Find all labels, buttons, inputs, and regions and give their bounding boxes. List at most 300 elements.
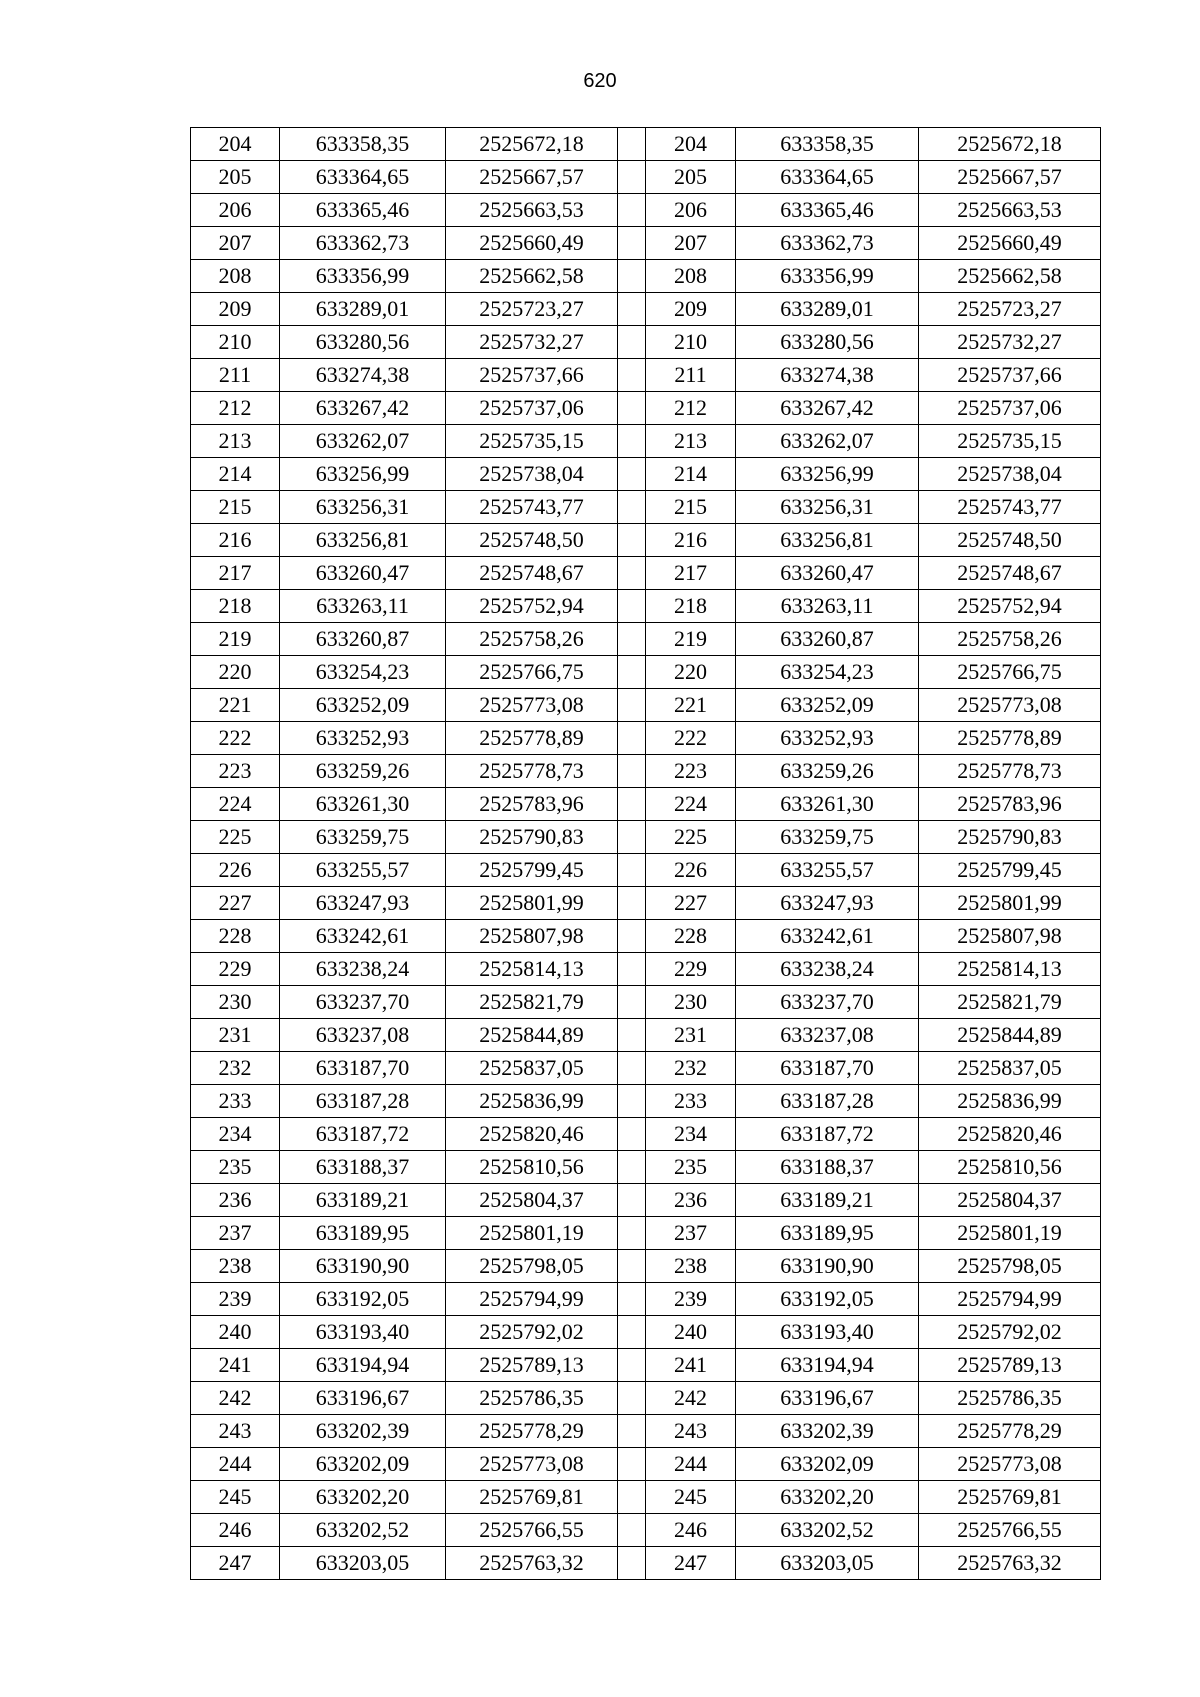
x-coordinate-right-cell: 633238,24 bbox=[736, 953, 919, 986]
table-row bbox=[191, 524, 1101, 557]
x-coordinate-right-cell: 633289,01 bbox=[736, 293, 919, 326]
separator-cell bbox=[618, 590, 646, 623]
x-coordinate-left-cell: 633362,73 bbox=[280, 227, 446, 260]
table-row bbox=[191, 1514, 1101, 1547]
x-coordinate-right-cell: 633256,99 bbox=[736, 458, 919, 491]
point-number-right-cell: 216 bbox=[646, 524, 736, 557]
table-row bbox=[191, 788, 1101, 821]
point-number-left-cell: 223 bbox=[191, 755, 280, 788]
separator-cell bbox=[618, 1250, 646, 1283]
table-row bbox=[191, 1382, 1101, 1415]
x-coordinate-right-cell: 633189,95 bbox=[736, 1217, 919, 1250]
y-coordinate-right-cell: 2525738,04 bbox=[919, 458, 1101, 491]
separator-cell bbox=[618, 1085, 646, 1118]
x-coordinate-left-cell: 633254,23 bbox=[280, 656, 446, 689]
point-number-right-cell: 240 bbox=[646, 1316, 736, 1349]
x-coordinate-left-cell: 633189,95 bbox=[280, 1217, 446, 1250]
x-coordinate-left-cell: 633259,26 bbox=[280, 755, 446, 788]
y-coordinate-right-cell: 2525766,75 bbox=[919, 656, 1101, 689]
x-coordinate-right-cell: 633203,05 bbox=[736, 1547, 919, 1580]
point-number-left-cell: 222 bbox=[191, 722, 280, 755]
point-number-right-cell: 208 bbox=[646, 260, 736, 293]
y-coordinate-right-cell: 2525786,35 bbox=[919, 1382, 1101, 1415]
x-coordinate-left-cell: 633261,30 bbox=[280, 788, 446, 821]
point-number-left-cell: 246 bbox=[191, 1514, 280, 1547]
x-coordinate-right-cell: 633192,05 bbox=[736, 1283, 919, 1316]
x-coordinate-right-cell: 633256,31 bbox=[736, 491, 919, 524]
y-coordinate-left-cell: 2525820,46 bbox=[446, 1118, 618, 1151]
point-number-right-cell: 213 bbox=[646, 425, 736, 458]
point-number-right-cell: 236 bbox=[646, 1184, 736, 1217]
x-coordinate-right-cell: 633237,08 bbox=[736, 1019, 919, 1052]
y-coordinate-right-cell: 2525804,37 bbox=[919, 1184, 1101, 1217]
table-row bbox=[191, 326, 1101, 359]
separator-cell bbox=[618, 1151, 646, 1184]
separator-cell bbox=[618, 1184, 646, 1217]
separator-cell bbox=[618, 392, 646, 425]
point-number-right-cell: 217 bbox=[646, 557, 736, 590]
x-coordinate-left-cell: 633358,35 bbox=[280, 128, 446, 161]
x-coordinate-left-cell: 633356,99 bbox=[280, 260, 446, 293]
table-row bbox=[191, 359, 1101, 392]
separator-cell bbox=[618, 326, 646, 359]
table-row bbox=[191, 458, 1101, 491]
table-row bbox=[191, 227, 1101, 260]
y-coordinate-right-cell: 2525789,13 bbox=[919, 1349, 1101, 1382]
y-coordinate-right-cell: 2525773,08 bbox=[919, 1448, 1101, 1481]
separator-cell bbox=[618, 656, 646, 689]
point-number-left-cell: 230 bbox=[191, 986, 280, 1019]
point-number-right-cell: 218 bbox=[646, 590, 736, 623]
x-coordinate-right-cell: 633202,52 bbox=[736, 1514, 919, 1547]
x-coordinate-right-cell: 633254,23 bbox=[736, 656, 919, 689]
x-coordinate-left-cell: 633267,42 bbox=[280, 392, 446, 425]
point-number-left-cell: 233 bbox=[191, 1085, 280, 1118]
y-coordinate-right-cell: 2525737,66 bbox=[919, 359, 1101, 392]
point-number-right-cell: 225 bbox=[646, 821, 736, 854]
point-number-right-cell: 223 bbox=[646, 755, 736, 788]
table-row bbox=[191, 887, 1101, 920]
y-coordinate-right-cell: 2525723,27 bbox=[919, 293, 1101, 326]
x-coordinate-left-cell: 633202,52 bbox=[280, 1514, 446, 1547]
point-number-left-cell: 212 bbox=[191, 392, 280, 425]
x-coordinate-right-cell: 633255,57 bbox=[736, 854, 919, 887]
y-coordinate-left-cell: 2525804,37 bbox=[446, 1184, 618, 1217]
table-row bbox=[191, 854, 1101, 887]
point-number-right-cell: 220 bbox=[646, 656, 736, 689]
point-number-right-cell: 230 bbox=[646, 986, 736, 1019]
x-coordinate-right-cell: 633256,81 bbox=[736, 524, 919, 557]
separator-cell bbox=[618, 1415, 646, 1448]
table-row bbox=[191, 1481, 1101, 1514]
table-row bbox=[191, 1151, 1101, 1184]
separator-cell bbox=[618, 425, 646, 458]
table-row bbox=[191, 1448, 1101, 1481]
separator-cell bbox=[618, 161, 646, 194]
table-row bbox=[191, 128, 1101, 161]
y-coordinate-left-cell: 2525766,55 bbox=[446, 1514, 618, 1547]
y-coordinate-left-cell: 2525769,81 bbox=[446, 1481, 618, 1514]
x-coordinate-left-cell: 633256,81 bbox=[280, 524, 446, 557]
x-coordinate-right-cell: 633262,07 bbox=[736, 425, 919, 458]
x-coordinate-right-cell: 633194,94 bbox=[736, 1349, 919, 1382]
y-coordinate-left-cell: 2525672,18 bbox=[446, 128, 618, 161]
y-coordinate-right-cell: 2525660,49 bbox=[919, 227, 1101, 260]
y-coordinate-right-cell: 2525766,55 bbox=[919, 1514, 1101, 1547]
point-number-left-cell: 236 bbox=[191, 1184, 280, 1217]
y-coordinate-left-cell: 2525799,45 bbox=[446, 854, 618, 887]
x-coordinate-left-cell: 633255,57 bbox=[280, 854, 446, 887]
y-coordinate-left-cell: 2525783,96 bbox=[446, 788, 618, 821]
y-coordinate-left-cell: 2525794,99 bbox=[446, 1283, 618, 1316]
y-coordinate-left-cell: 2525801,19 bbox=[446, 1217, 618, 1250]
table-row bbox=[191, 425, 1101, 458]
point-number-right-cell: 210 bbox=[646, 326, 736, 359]
table-row bbox=[191, 1283, 1101, 1316]
y-coordinate-left-cell: 2525723,27 bbox=[446, 293, 618, 326]
point-number-left-cell: 217 bbox=[191, 557, 280, 590]
x-coordinate-left-cell: 633194,94 bbox=[280, 1349, 446, 1382]
x-coordinate-left-cell: 633237,08 bbox=[280, 1019, 446, 1052]
point-number-left-cell: 227 bbox=[191, 887, 280, 920]
y-coordinate-left-cell: 2525758,26 bbox=[446, 623, 618, 656]
y-coordinate-right-cell: 2525752,94 bbox=[919, 590, 1101, 623]
table-row bbox=[191, 623, 1101, 656]
y-coordinate-left-cell: 2525790,83 bbox=[446, 821, 618, 854]
table-row bbox=[191, 1052, 1101, 1085]
y-coordinate-left-cell: 2525778,89 bbox=[446, 722, 618, 755]
x-coordinate-left-cell: 633202,20 bbox=[280, 1481, 446, 1514]
y-coordinate-right-cell: 2525801,99 bbox=[919, 887, 1101, 920]
point-number-right-cell: 232 bbox=[646, 1052, 736, 1085]
separator-cell bbox=[618, 1481, 646, 1514]
point-number-right-cell: 234 bbox=[646, 1118, 736, 1151]
y-coordinate-right-cell: 2525737,06 bbox=[919, 392, 1101, 425]
x-coordinate-left-cell: 633259,75 bbox=[280, 821, 446, 854]
y-coordinate-left-cell: 2525735,15 bbox=[446, 425, 618, 458]
point-number-left-cell: 231 bbox=[191, 1019, 280, 1052]
y-coordinate-left-cell: 2525748,67 bbox=[446, 557, 618, 590]
separator-cell bbox=[618, 689, 646, 722]
y-coordinate-left-cell: 2525789,13 bbox=[446, 1349, 618, 1382]
x-coordinate-left-cell: 633260,87 bbox=[280, 623, 446, 656]
x-coordinate-right-cell: 633190,90 bbox=[736, 1250, 919, 1283]
table-row bbox=[191, 392, 1101, 425]
point-number-right-cell: 242 bbox=[646, 1382, 736, 1415]
y-coordinate-right-cell: 2525672,18 bbox=[919, 128, 1101, 161]
y-coordinate-left-cell: 2525844,89 bbox=[446, 1019, 618, 1052]
point-number-right-cell: 205 bbox=[646, 161, 736, 194]
separator-cell bbox=[618, 920, 646, 953]
point-number-left-cell: 247 bbox=[191, 1547, 280, 1580]
x-coordinate-right-cell: 633202,20 bbox=[736, 1481, 919, 1514]
y-coordinate-right-cell: 2525807,98 bbox=[919, 920, 1101, 953]
point-number-right-cell: 224 bbox=[646, 788, 736, 821]
x-coordinate-left-cell: 633237,70 bbox=[280, 986, 446, 1019]
point-number-left-cell: 224 bbox=[191, 788, 280, 821]
table-row bbox=[191, 194, 1101, 227]
table-row bbox=[191, 293, 1101, 326]
point-number-right-cell: 247 bbox=[646, 1547, 736, 1580]
point-number-left-cell: 245 bbox=[191, 1481, 280, 1514]
point-number-right-cell: 241 bbox=[646, 1349, 736, 1382]
table-row bbox=[191, 1184, 1101, 1217]
x-coordinate-left-cell: 633187,70 bbox=[280, 1052, 446, 1085]
point-number-left-cell: 242 bbox=[191, 1382, 280, 1415]
x-coordinate-right-cell: 633237,70 bbox=[736, 986, 919, 1019]
x-coordinate-right-cell: 633188,37 bbox=[736, 1151, 919, 1184]
point-number-left-cell: 215 bbox=[191, 491, 280, 524]
separator-cell bbox=[618, 458, 646, 491]
point-number-left-cell: 219 bbox=[191, 623, 280, 656]
separator-cell bbox=[618, 260, 646, 293]
point-number-right-cell: 246 bbox=[646, 1514, 736, 1547]
table-row bbox=[191, 260, 1101, 293]
point-number-right-cell: 222 bbox=[646, 722, 736, 755]
point-number-left-cell: 218 bbox=[191, 590, 280, 623]
separator-cell bbox=[618, 1283, 646, 1316]
point-number-right-cell: 226 bbox=[646, 854, 736, 887]
y-coordinate-left-cell: 2525810,56 bbox=[446, 1151, 618, 1184]
point-number-right-cell: 238 bbox=[646, 1250, 736, 1283]
y-coordinate-left-cell: 2525663,53 bbox=[446, 194, 618, 227]
y-coordinate-left-cell: 2525836,99 bbox=[446, 1085, 618, 1118]
y-coordinate-right-cell: 2525735,15 bbox=[919, 425, 1101, 458]
y-coordinate-right-cell: 2525778,73 bbox=[919, 755, 1101, 788]
point-number-right-cell: 211 bbox=[646, 359, 736, 392]
x-coordinate-right-cell: 633259,26 bbox=[736, 755, 919, 788]
point-number-right-cell: 221 bbox=[646, 689, 736, 722]
point-number-left-cell: 207 bbox=[191, 227, 280, 260]
y-coordinate-right-cell: 2525773,08 bbox=[919, 689, 1101, 722]
separator-cell bbox=[618, 1052, 646, 1085]
separator-cell bbox=[618, 986, 646, 1019]
y-coordinate-right-cell: 2525794,99 bbox=[919, 1283, 1101, 1316]
y-coordinate-left-cell: 2525821,79 bbox=[446, 986, 618, 1019]
x-coordinate-right-cell: 633358,35 bbox=[736, 128, 919, 161]
separator-cell bbox=[618, 722, 646, 755]
x-coordinate-right-cell: 633362,73 bbox=[736, 227, 919, 260]
y-coordinate-left-cell: 2525792,02 bbox=[446, 1316, 618, 1349]
y-coordinate-right-cell: 2525790,83 bbox=[919, 821, 1101, 854]
y-coordinate-right-cell: 2525798,05 bbox=[919, 1250, 1101, 1283]
table-row bbox=[191, 590, 1101, 623]
table-row bbox=[191, 920, 1101, 953]
x-coordinate-left-cell: 633202,39 bbox=[280, 1415, 446, 1448]
y-coordinate-left-cell: 2525752,94 bbox=[446, 590, 618, 623]
table-row bbox=[191, 1349, 1101, 1382]
x-coordinate-left-cell: 633252,09 bbox=[280, 689, 446, 722]
page-number: 620 bbox=[583, 70, 617, 92]
point-number-left-cell: 228 bbox=[191, 920, 280, 953]
y-coordinate-left-cell: 2525773,08 bbox=[446, 689, 618, 722]
x-coordinate-left-cell: 633274,38 bbox=[280, 359, 446, 392]
separator-cell bbox=[618, 1019, 646, 1052]
point-number-right-cell: 214 bbox=[646, 458, 736, 491]
point-number-left-cell: 240 bbox=[191, 1316, 280, 1349]
point-number-left-cell: 214 bbox=[191, 458, 280, 491]
point-number-left-cell: 213 bbox=[191, 425, 280, 458]
point-number-left-cell: 234 bbox=[191, 1118, 280, 1151]
point-number-left-cell: 211 bbox=[191, 359, 280, 392]
separator-cell bbox=[618, 194, 646, 227]
x-coordinate-right-cell: 633259,75 bbox=[736, 821, 919, 854]
y-coordinate-right-cell: 2525792,02 bbox=[919, 1316, 1101, 1349]
point-number-right-cell: 227 bbox=[646, 887, 736, 920]
coordinates-table bbox=[190, 127, 1101, 1580]
point-number-right-cell: 233 bbox=[646, 1085, 736, 1118]
x-coordinate-left-cell: 633280,56 bbox=[280, 326, 446, 359]
y-coordinate-right-cell: 2525844,89 bbox=[919, 1019, 1101, 1052]
separator-cell bbox=[618, 1118, 646, 1151]
y-coordinate-right-cell: 2525837,05 bbox=[919, 1052, 1101, 1085]
y-coordinate-right-cell: 2525799,45 bbox=[919, 854, 1101, 887]
x-coordinate-left-cell: 633365,46 bbox=[280, 194, 446, 227]
separator-cell bbox=[618, 128, 646, 161]
y-coordinate-right-cell: 2525820,46 bbox=[919, 1118, 1101, 1151]
x-coordinate-right-cell: 633247,93 bbox=[736, 887, 919, 920]
y-coordinate-left-cell: 2525801,99 bbox=[446, 887, 618, 920]
x-coordinate-right-cell: 633356,99 bbox=[736, 260, 919, 293]
table-row bbox=[191, 1217, 1101, 1250]
separator-cell bbox=[618, 1448, 646, 1481]
separator-cell bbox=[618, 293, 646, 326]
y-coordinate-left-cell: 2525778,29 bbox=[446, 1415, 618, 1448]
x-coordinate-right-cell: 633187,28 bbox=[736, 1085, 919, 1118]
point-number-left-cell: 206 bbox=[191, 194, 280, 227]
point-number-left-cell: 220 bbox=[191, 656, 280, 689]
x-coordinate-left-cell: 633242,61 bbox=[280, 920, 446, 953]
x-coordinate-right-cell: 633202,09 bbox=[736, 1448, 919, 1481]
y-coordinate-left-cell: 2525786,35 bbox=[446, 1382, 618, 1415]
x-coordinate-left-cell: 633190,90 bbox=[280, 1250, 446, 1283]
x-coordinate-left-cell: 633203,05 bbox=[280, 1547, 446, 1580]
x-coordinate-right-cell: 633280,56 bbox=[736, 326, 919, 359]
x-coordinate-right-cell: 633202,39 bbox=[736, 1415, 919, 1448]
point-number-left-cell: 221 bbox=[191, 689, 280, 722]
point-number-right-cell: 245 bbox=[646, 1481, 736, 1514]
y-coordinate-left-cell: 2525732,27 bbox=[446, 326, 618, 359]
point-number-right-cell: 219 bbox=[646, 623, 736, 656]
y-coordinate-left-cell: 2525814,13 bbox=[446, 953, 618, 986]
x-coordinate-right-cell: 633196,67 bbox=[736, 1382, 919, 1415]
x-coordinate-left-cell: 633364,65 bbox=[280, 161, 446, 194]
x-coordinate-right-cell: 633365,46 bbox=[736, 194, 919, 227]
point-number-right-cell: 207 bbox=[646, 227, 736, 260]
table-row bbox=[191, 1019, 1101, 1052]
x-coordinate-right-cell: 633189,21 bbox=[736, 1184, 919, 1217]
table-row bbox=[191, 689, 1101, 722]
x-coordinate-right-cell: 633193,40 bbox=[736, 1316, 919, 1349]
separator-cell bbox=[618, 557, 646, 590]
x-coordinate-left-cell: 633189,21 bbox=[280, 1184, 446, 1217]
point-number-left-cell: 235 bbox=[191, 1151, 280, 1184]
x-coordinate-left-cell: 633252,93 bbox=[280, 722, 446, 755]
y-coordinate-left-cell: 2525798,05 bbox=[446, 1250, 618, 1283]
x-coordinate-left-cell: 633193,40 bbox=[280, 1316, 446, 1349]
y-coordinate-right-cell: 2525801,19 bbox=[919, 1217, 1101, 1250]
table-row bbox=[191, 722, 1101, 755]
x-coordinate-left-cell: 633196,67 bbox=[280, 1382, 446, 1415]
table-row bbox=[191, 557, 1101, 590]
point-number-right-cell: 239 bbox=[646, 1283, 736, 1316]
y-coordinate-right-cell: 2525778,89 bbox=[919, 722, 1101, 755]
y-coordinate-left-cell: 2525743,77 bbox=[446, 491, 618, 524]
point-number-left-cell: 238 bbox=[191, 1250, 280, 1283]
x-coordinate-left-cell: 633247,93 bbox=[280, 887, 446, 920]
y-coordinate-left-cell: 2525766,75 bbox=[446, 656, 618, 689]
y-coordinate-left-cell: 2525773,08 bbox=[446, 1448, 618, 1481]
point-number-left-cell: 209 bbox=[191, 293, 280, 326]
separator-cell bbox=[618, 1316, 646, 1349]
point-number-right-cell: 209 bbox=[646, 293, 736, 326]
point-number-right-cell: 215 bbox=[646, 491, 736, 524]
point-number-left-cell: 239 bbox=[191, 1283, 280, 1316]
y-coordinate-left-cell: 2525662,58 bbox=[446, 260, 618, 293]
point-number-right-cell: 243 bbox=[646, 1415, 736, 1448]
y-coordinate-right-cell: 2525743,77 bbox=[919, 491, 1101, 524]
separator-cell bbox=[618, 788, 646, 821]
y-coordinate-left-cell: 2525807,98 bbox=[446, 920, 618, 953]
y-coordinate-right-cell: 2525667,57 bbox=[919, 161, 1101, 194]
y-coordinate-right-cell: 2525663,53 bbox=[919, 194, 1101, 227]
separator-cell bbox=[618, 1382, 646, 1415]
y-coordinate-left-cell: 2525737,66 bbox=[446, 359, 618, 392]
separator-cell bbox=[618, 1217, 646, 1250]
x-coordinate-left-cell: 633192,05 bbox=[280, 1283, 446, 1316]
y-coordinate-right-cell: 2525769,81 bbox=[919, 1481, 1101, 1514]
x-coordinate-left-cell: 633260,47 bbox=[280, 557, 446, 590]
point-number-left-cell: 210 bbox=[191, 326, 280, 359]
y-coordinate-right-cell: 2525732,27 bbox=[919, 326, 1101, 359]
separator-cell bbox=[618, 953, 646, 986]
point-number-left-cell: 244 bbox=[191, 1448, 280, 1481]
x-coordinate-left-cell: 633289,01 bbox=[280, 293, 446, 326]
y-coordinate-left-cell: 2525660,49 bbox=[446, 227, 618, 260]
separator-cell bbox=[618, 821, 646, 854]
point-number-right-cell: 206 bbox=[646, 194, 736, 227]
point-number-left-cell: 208 bbox=[191, 260, 280, 293]
x-coordinate-left-cell: 633263,11 bbox=[280, 590, 446, 623]
x-coordinate-right-cell: 633260,47 bbox=[736, 557, 919, 590]
separator-cell bbox=[618, 359, 646, 392]
table-row bbox=[191, 1415, 1101, 1448]
separator-cell bbox=[618, 1547, 646, 1580]
point-number-left-cell: 229 bbox=[191, 953, 280, 986]
x-coordinate-right-cell: 633252,93 bbox=[736, 722, 919, 755]
x-coordinate-left-cell: 633187,28 bbox=[280, 1085, 446, 1118]
table-row bbox=[191, 821, 1101, 854]
point-number-left-cell: 237 bbox=[191, 1217, 280, 1250]
separator-cell bbox=[618, 854, 646, 887]
separator-cell bbox=[618, 491, 646, 524]
point-number-right-cell: 212 bbox=[646, 392, 736, 425]
coordinates-table-body bbox=[191, 128, 1101, 1580]
x-coordinate-left-cell: 633188,37 bbox=[280, 1151, 446, 1184]
separator-cell bbox=[618, 227, 646, 260]
table-row bbox=[191, 1118, 1101, 1151]
y-coordinate-left-cell: 2525738,04 bbox=[446, 458, 618, 491]
x-coordinate-left-cell: 633256,99 bbox=[280, 458, 446, 491]
x-coordinate-left-cell: 633238,24 bbox=[280, 953, 446, 986]
x-coordinate-right-cell: 633263,11 bbox=[736, 590, 919, 623]
point-number-right-cell: 244 bbox=[646, 1448, 736, 1481]
point-number-left-cell: 232 bbox=[191, 1052, 280, 1085]
x-coordinate-right-cell: 633242,61 bbox=[736, 920, 919, 953]
y-coordinate-right-cell: 2525748,67 bbox=[919, 557, 1101, 590]
y-coordinate-left-cell: 2525667,57 bbox=[446, 161, 618, 194]
y-coordinate-right-cell: 2525778,29 bbox=[919, 1415, 1101, 1448]
